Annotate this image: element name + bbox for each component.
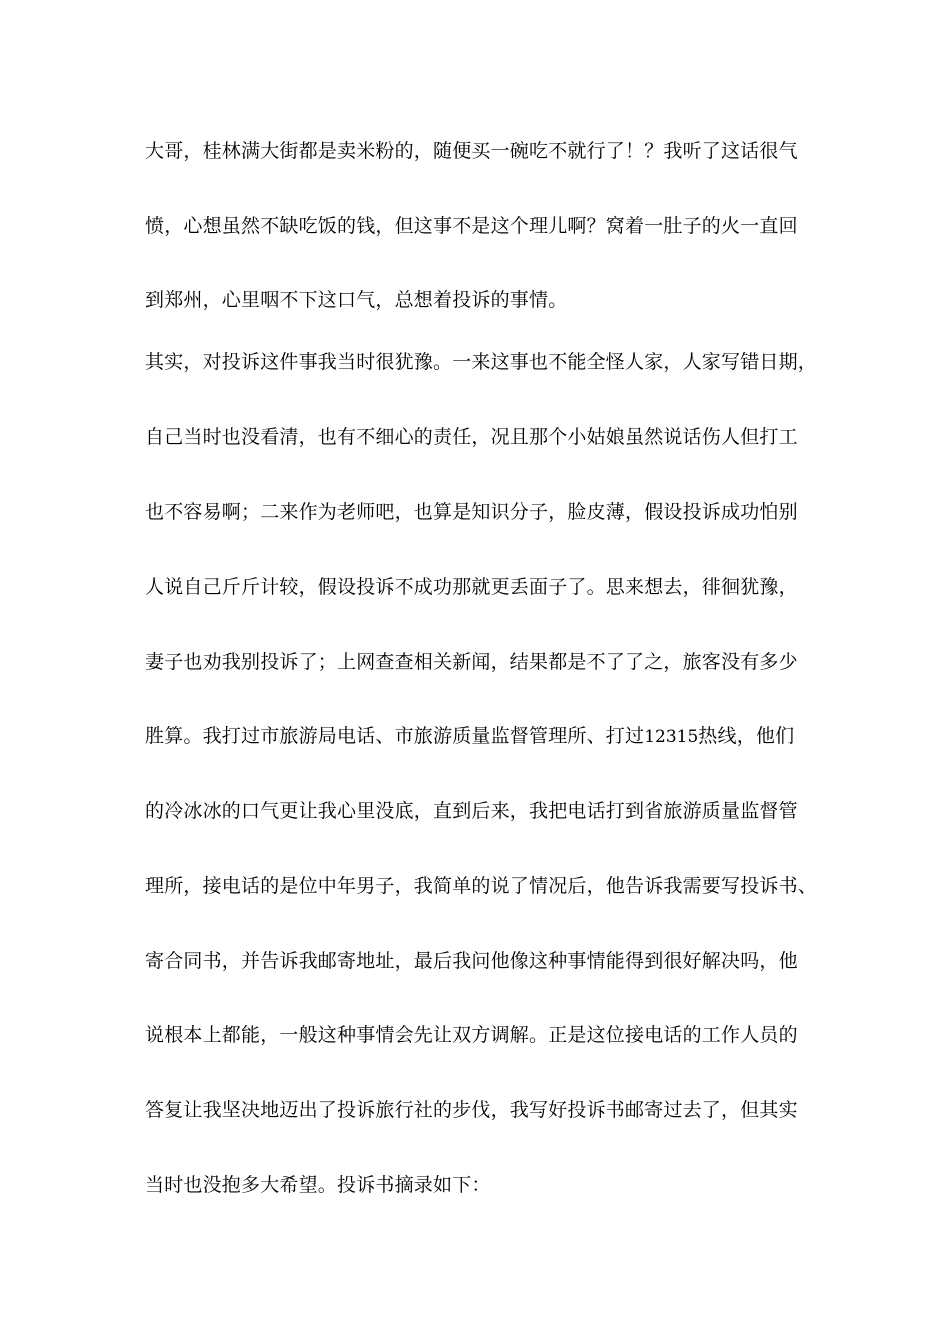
line-6-text-start: 胜算。我打过市旅游局电话、市旅游质量监督管理所、打过 [145, 725, 645, 747]
paragraph-1-line-1: 大哥，桂林满大街都是卖米粉的，随便买一碗吃不就行了！？我听了这话很气 [145, 140, 798, 162]
paragraph-2-line-6 [145, 722, 825, 750]
hotline-number: 12315 [644, 727, 699, 747]
paragraph-1-line-3: 到郑州，心里咽不下这口气，总想着投诉的事情。 [145, 289, 568, 311]
paragraph-2-line-8: 理所，接电话的是位中年男子，我简单的说了情况后，他告诉我需要写投诉书、 [145, 875, 818, 897]
paragraph-2-line-5: 妻子也劝我别投诉了；上网查查相关新闻，结果都是不了了之，旅客没有多少 [145, 651, 798, 673]
line-6-text-end: 热线，他们 [698, 725, 795, 747]
paragraph-2-line-12: 当时也没抱多大希望。投诉书摘录如下： [145, 1174, 491, 1196]
paragraph-2-line-7: 的冷冰冰的口气更让我心里没底，直到后来，我把电话打到省旅游质量监督管 [145, 800, 798, 822]
paragraph-2-line-10: 说根本上都能，一般这种事情会先让双方调解。正是这位接电话的工作人员的 [145, 1024, 798, 1046]
paragraph-1-line-2: 愤，心想虽然不缺吃饭的钱，但这事不是这个理儿啊？窝着一肚子的火一直回 [145, 215, 798, 237]
paragraph-2-line-1: 其实，对投诉这件事我当时很犹豫。一来这事也不能全怪人家，人家写错日期， [145, 351, 818, 373]
paragraph-2-line-3: 也不容易啊；二来作为老师吧，也算是知识分子，脸皮薄，假设投诉成功怕别 [145, 501, 798, 523]
paragraph-2-line-9: 寄合同书，并告诉我邮寄地址，最后我问他像这种事情能得到很好解决吗，他 [145, 950, 798, 972]
paragraph-2-line-11: 答复让我坚决地迈出了投诉旅行社的步伐，我写好投诉书邮寄过去了，但其实 [145, 1099, 798, 1121]
paragraph-2-line-2: 自己当时也没看清，也有不细心的责任，况且那个小姑娘虽然说话伤人但打工 [145, 426, 798, 448]
paragraph-2-line-4: 人说自己斤斤计较，假设投诉不成功那就更丢面子了。思来想去，徘徊犹豫， [145, 576, 798, 598]
